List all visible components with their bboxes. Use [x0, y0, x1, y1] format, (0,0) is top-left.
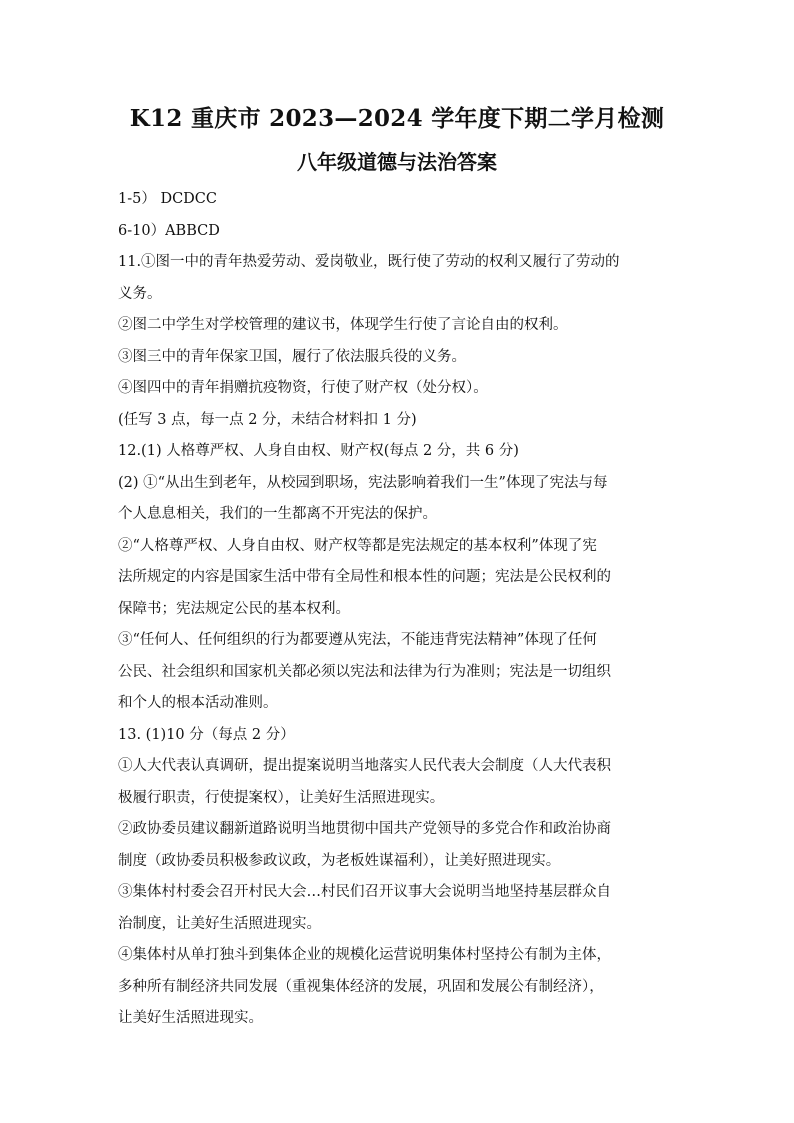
answer-line: 治制度，让美好生活照进现实。	[118, 915, 321, 932]
answer-line: 11.①图一中的青年热爱劳动、爱岗敬业，既行使了劳动的权利又履行了劳动的	[118, 254, 620, 270]
answer-line: ④集体村从单打独斗到集体企业的规模化运营说明集体村坚持公有制为主体，	[118, 947, 611, 963]
answer-line: ③图三中的青年保家卫国，履行了依法服兵役的义务。	[118, 348, 466, 365]
answer-line: 公民、社会组织和国家机关都必须以宪法和法律为行为准则；宪法是一切组织	[118, 663, 611, 680]
answer-line: 保障书；宪法规定公民的基本权利。	[118, 600, 350, 617]
answer-line: 法所规定的内容是国家生活中带有全局性和根本性的问题；宪法是公民权利的	[118, 569, 611, 585]
answer-line: ②“人格尊严权、人身自由权、财产权等都是宪法规定的基本权利”体现了宪	[118, 537, 597, 554]
answer-line: 让美好生活照进现实。	[118, 1010, 263, 1026]
answer-line: (任写 3 点，每一点 2 分，未结合材料扣 1 分)	[118, 411, 417, 428]
answer-line: ③集体村村委会召开村民大会…村民们召开议事大会说明当地坚持基层群众自	[118, 884, 611, 900]
answer-line: ②政协委员建议翻新道路说明当地贯彻中国共产党领导的多党合作和政治协商	[118, 821, 611, 837]
answer-line: 个人息息相关，我们的一生都离不开宪法的保护。	[118, 506, 437, 522]
answer-line: ③“任何人、任何组织的行为都要遵从宪法，不能违背宪法精神”体现了任何	[118, 632, 597, 648]
answer-line: 13. (1)10 分（每点 2 分）	[118, 726, 295, 743]
answer-line: ②图二中学生对学校管理的建议书，体现学生行使了言论自由的权利。	[118, 317, 568, 333]
page-subtitle: 八年级道德与法治答案	[297, 150, 497, 174]
answer-line: 制度（政协委员积极参政议政，为老板姓谋福利），让美好照进现实。	[118, 852, 561, 869]
answer-line: (2) ①“从出生到老年，从校园到职场，宪法影响着我们一生”体现了宪法与每	[118, 474, 608, 491]
answer-line: 义务。	[118, 285, 162, 302]
page-title: K12 重庆市 2023—2024 学年度下期二学月检测	[129, 105, 665, 132]
answer-line: 1-5） DCDCC	[118, 191, 217, 207]
answer-line: ④图四中的青年捐赠抗疫物资，行使了财产权（处分权）。	[118, 380, 488, 396]
answer-line: 极履行职责，行使提案权），让美好生活照进现实。	[118, 789, 445, 806]
answer-line: 12.(1) 人格尊严权、人身自由权、财产权(每点 2 分，共 6 分)	[118, 443, 519, 459]
answer-line: 6-10）ABBCD	[118, 222, 220, 239]
answer-line: 和个人的根本活动准则。	[118, 695, 278, 711]
answer-line: ①人大代表认真调研，提出提案说明当地落实人民代表大会制度（人大代表积	[118, 758, 611, 774]
answer-content	[118, 184, 678, 1035]
answer-line: 多种所有制经济共同发展（重视集体经济的发展，巩固和发展公有制经济），	[118, 978, 604, 995]
